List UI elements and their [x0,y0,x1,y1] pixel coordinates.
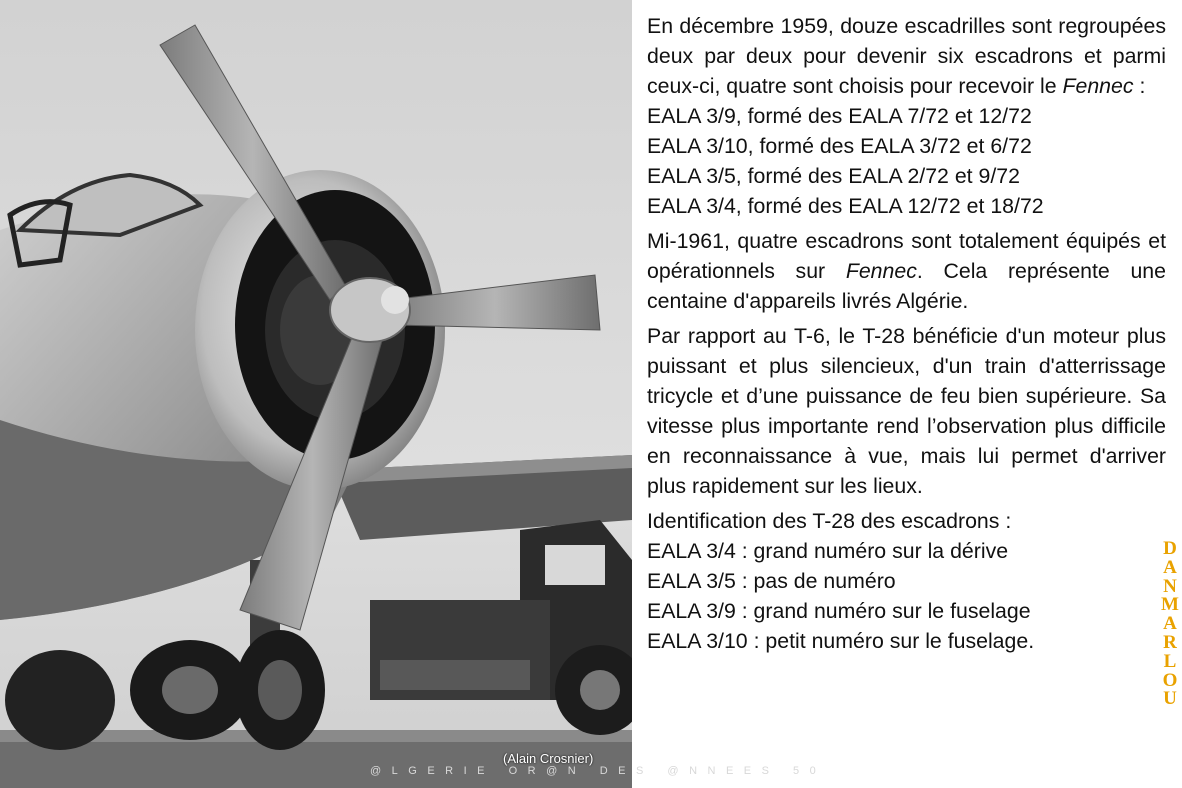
paragraph-intro: En décembre 1959, douze escadrilles sont regroupées deux par deux pour devenir six escadrons et parmi ceux-ci, quatre sont choisis pour recevoir le Fennec : [647,14,1166,98]
signature-letter: R [1163,631,1177,653]
squadron-line: EALA 3/4, formé des EALA 12/72 et 18/72 [647,194,1044,218]
signature-letter: M [1161,594,1179,616]
identification-line: EALA 3/9 : grand numéro sur le fuselage [647,599,1031,623]
paragraph-mid-1961: Mi-1961, quatre escadrons sont totalement équipés et opérationnels sur Fennec. Cela représente une centaine d'appareils livrés Algérie. [647,229,1166,313]
signature-letter: L [1163,650,1177,672]
paragraph-t28-comparison: Par rapport au T-6, le T-28 bénéficie d'un moteur plus puissant et plus silencieux, d'un train d'atterrissage tricycle et d’une puissance de feu bien supérieure. Sa vitesse plus importante rend l’observation plus difficile en reconnaissance à vue, mais lui permet d'arriver plus rapidement sur les lieux. [647,324,1166,498]
squadron-line: EALA 3/9, formé des EALA 7/72 et 12/72 [647,104,1032,128]
identification-line: EALA 3/5 : pas de numéro [647,569,896,593]
text-column [647,11,1166,656]
signature-letter: A [1163,613,1177,635]
signature-letter: N [1163,575,1177,597]
identification-line: EALA 3/10 : petit numéro sur le fuselage. [647,629,1035,653]
photo-credit: (Alain Crosnier) [503,751,594,766]
signature-letter: O [1162,669,1178,691]
squadron-line: EALA 3/5, formé des EALA 2/72 et 9/72 [647,164,1020,188]
signature-vertical [1158,540,1182,709]
identification-line: EALA 3/4 : grand numéro sur la dérive [647,539,1009,563]
signature-letter: D [1163,538,1177,559]
signature-letter: A [1163,556,1177,578]
squadron-line: EALA 3/10, formé des EALA 3/72 et 6/72 [647,134,1032,158]
watermark: @LGERIE OR@N DES @NNEES 50 [370,765,827,777]
identification-title: Identification des T-28 des escadrons : [647,509,1012,533]
signature-letter: U [1163,688,1177,710]
